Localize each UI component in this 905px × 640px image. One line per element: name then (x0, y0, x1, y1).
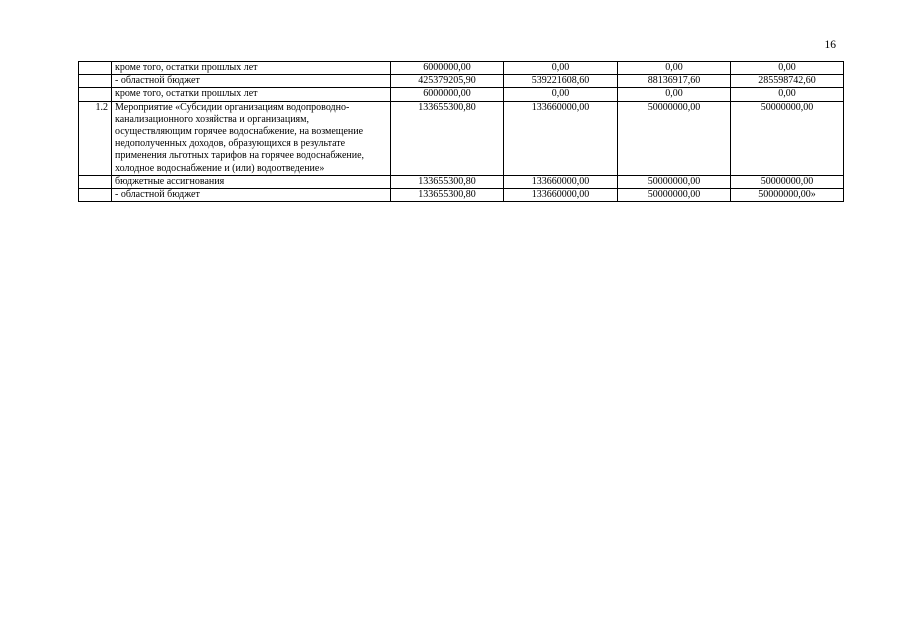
value-cell: 285598742,60 (731, 75, 844, 88)
value-cell: 6000000,00 (391, 62, 504, 75)
value-cell: 133660000,00 (504, 189, 618, 202)
row-description-cell: кроме того, остатки прошлых лет (112, 88, 391, 101)
value-cell: 50000000,00 (618, 101, 731, 175)
value-cell: 6000000,00 (391, 88, 504, 101)
value-cell: 0,00 (504, 62, 618, 75)
row-number-cell (79, 189, 112, 202)
value-cell: 133655300,80 (391, 175, 504, 188)
row-description-cell: бюджетные ассигнования (112, 175, 391, 188)
budget-table (78, 61, 844, 202)
value-cell: 0,00 (618, 88, 731, 101)
row-description-cell: Мероприятие «Субсидии организациям водопроводно-канализационного хозяйства и организациям, осуществляющим горячее водоснабжение, на возмещение недополученных доходов, образующихся в результате применения льготных тарифов на горячее водоснабжение, холодное водоснабжение и (или) водоотведение» (112, 101, 391, 175)
value-cell: 50000000,00 (731, 175, 844, 188)
value-cell: 133660000,00 (504, 101, 618, 175)
row-description-cell: - областной бюджет (112, 189, 391, 202)
value-cell: 88136917,60 (618, 75, 731, 88)
table-row (79, 62, 844, 75)
row-number-cell (79, 75, 112, 88)
value-cell: 133655300,80 (391, 101, 504, 175)
value-cell: 133655300,80 (391, 189, 504, 202)
page-number: 16 (824, 39, 836, 51)
value-cell: 50000000,00 (731, 101, 844, 175)
row-description-cell: кроме того, остатки прошлых лет (112, 62, 391, 75)
value-cell: 50000000,00 (618, 175, 731, 188)
table-row (79, 75, 844, 88)
table-row (79, 189, 844, 202)
value-cell: 539221608,60 (504, 75, 618, 88)
row-number-cell (79, 62, 112, 75)
row-number-cell: 1.2 (79, 101, 112, 175)
table-row (79, 101, 844, 175)
value-cell: 0,00 (504, 88, 618, 101)
value-cell: 50000000,00» (731, 189, 844, 202)
row-description-cell: - областной бюджет (112, 75, 391, 88)
value-cell: 0,00 (618, 62, 731, 75)
table-row (79, 175, 844, 188)
value-cell: 425379205,90 (391, 75, 504, 88)
value-cell: 0,00 (731, 88, 844, 101)
row-number-cell (79, 88, 112, 101)
value-cell: 50000000,00 (618, 189, 731, 202)
table-row (79, 88, 844, 101)
value-cell: 0,00 (731, 62, 844, 75)
value-cell: 133660000,00 (504, 175, 618, 188)
row-number-cell (79, 175, 112, 188)
